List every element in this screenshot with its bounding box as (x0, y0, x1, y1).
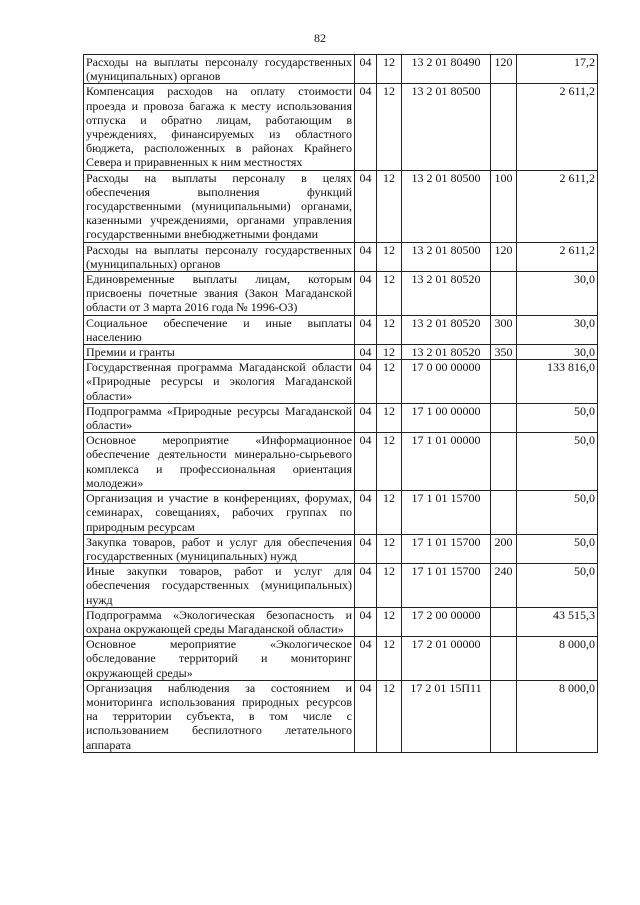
row-section-cell: 04 (355, 84, 377, 170)
table-row (84, 403, 598, 432)
row-target-article-cell: 17 1 00 00000 (402, 403, 491, 432)
row-section-cell: 04 (355, 491, 377, 535)
table-row (84, 491, 598, 535)
row-expense-type-cell: 240 (491, 564, 517, 608)
row-name-cell: Подпрограмма «Экологическая безопасность и охрана окружающей среды Магаданской области» (84, 607, 355, 636)
row-amount-cell: 8 000,0 (517, 680, 598, 752)
row-section-cell: 04 (355, 433, 377, 491)
row-target-article-cell: 13 2 01 80520 (402, 272, 491, 316)
table-row (84, 360, 598, 404)
row-target-article-cell: 17 1 01 15700 (402, 534, 491, 563)
table-row (84, 84, 598, 170)
row-amount-cell: 50,0 (517, 433, 598, 491)
row-name-cell: Основное мероприятие «Информационное обеспечение деятельности минерально-сырьевого комплекса и профессиональная ориентация молодежи» (84, 433, 355, 491)
row-subsection-cell: 12 (377, 403, 402, 432)
row-subsection-cell: 12 (377, 534, 402, 563)
row-name-cell: Социальное обеспечение и иные выплаты населению (84, 315, 355, 344)
row-subsection-cell: 12 (377, 55, 402, 84)
row-name-cell: Иные закупки товаров, работ и услуг для обеспечения государственных (муниципальных) нужд (84, 564, 355, 608)
row-expense-type-cell (491, 403, 517, 432)
row-section-cell: 04 (355, 607, 377, 636)
row-section-cell: 04 (355, 564, 377, 608)
row-amount-cell: 50,0 (517, 491, 598, 535)
row-amount-cell: 43 515,3 (517, 607, 598, 636)
table-row (84, 564, 598, 608)
row-expense-type-cell: 350 (491, 345, 517, 360)
row-subsection-cell: 12 (377, 170, 402, 242)
row-target-article-cell: 13 2 01 80500 (402, 242, 491, 271)
row-expense-type-cell: 200 (491, 534, 517, 563)
row-name-cell: Компенсация расходов на оплату стоимости проезда и провоза багажа к месту использования отпуска и обратно лицам, работающим в учреждениях, финансируемых из областного бюджета, расположенных в районах Крайнего Севера и приравненных к ним местностях (84, 84, 355, 170)
row-target-article-cell: 13 2 01 80500 (402, 84, 491, 170)
row-expense-type-cell (491, 491, 517, 535)
row-name-cell: Расходы на выплаты персоналу в целях обеспечения выполнения функций государственными (муниципальными) органами, казенными учреждениями, органами управления государственными внебюджетными фондами (84, 170, 355, 242)
row-section-cell: 04 (355, 242, 377, 271)
row-subsection-cell: 12 (377, 272, 402, 316)
row-amount-cell: 2 611,2 (517, 84, 598, 170)
row-expense-type-cell: 300 (491, 315, 517, 344)
row-subsection-cell: 12 (377, 607, 402, 636)
row-expense-type-cell (491, 637, 517, 681)
row-name-cell: Премии и гранты (84, 345, 355, 360)
row-section-cell: 04 (355, 55, 377, 84)
row-expense-type-cell (491, 607, 517, 636)
row-target-article-cell: 17 1 01 15700 (402, 564, 491, 608)
budget-table-body (84, 55, 598, 753)
row-target-article-cell: 17 1 01 15700 (402, 491, 491, 535)
row-target-article-cell: 17 2 01 15П11 (402, 680, 491, 752)
row-expense-type-cell (491, 680, 517, 752)
row-name-cell: Организация наблюдения за состоянием и мониторинга использования природных ресурсов на территории субъекта, в том числе с использованием беспилотного летательного аппарата (84, 680, 355, 752)
row-section-cell: 04 (355, 680, 377, 752)
row-amount-cell: 30,0 (517, 345, 598, 360)
row-target-article-cell: 13 2 01 80520 (402, 345, 491, 360)
row-expense-type-cell (491, 360, 517, 404)
row-target-article-cell: 17 2 01 00000 (402, 637, 491, 681)
row-amount-cell: 17,2 (517, 55, 598, 84)
row-target-article-cell: 13 2 01 80500 (402, 170, 491, 242)
row-amount-cell: 2 611,2 (517, 170, 598, 242)
table-row (84, 170, 598, 242)
row-target-article-cell: 13 2 01 80520 (402, 315, 491, 344)
row-amount-cell: 2 611,2 (517, 242, 598, 271)
row-name-cell: Организация и участие в конференциях, форумах, семинарах, совещаниях, рабочих группах по природным ресурсам (84, 491, 355, 535)
row-expense-type-cell (491, 272, 517, 316)
row-name-cell: Расходы на выплаты персоналу государственных (муниципальных) органов (84, 55, 355, 84)
row-expense-type-cell (491, 84, 517, 170)
row-target-article-cell: 13 2 01 80490 (402, 55, 491, 84)
row-name-cell: Подпрограмма «Природные ресурсы Магаданской области» (84, 403, 355, 432)
table-row (84, 637, 598, 681)
table-row (84, 272, 598, 316)
row-section-cell: 04 (355, 637, 377, 681)
row-section-cell: 04 (355, 170, 377, 242)
row-subsection-cell: 12 (377, 680, 402, 752)
row-expense-type-cell: 100 (491, 170, 517, 242)
row-amount-cell: 50,0 (517, 403, 598, 432)
row-expense-type-cell: 120 (491, 55, 517, 84)
row-subsection-cell: 12 (377, 491, 402, 535)
row-name-cell: Закупка товаров, работ и услуг для обеспечения государственных (муниципальных) нужд (84, 534, 355, 563)
row-name-cell: Государственная программа Магаданской области «Природные ресурсы и экология Магаданской области» (84, 360, 355, 404)
row-subsection-cell: 12 (377, 433, 402, 491)
row-section-cell: 04 (355, 360, 377, 404)
row-subsection-cell: 12 (377, 242, 402, 271)
row-target-article-cell: 17 2 00 00000 (402, 607, 491, 636)
row-expense-type-cell (491, 433, 517, 491)
row-subsection-cell: 12 (377, 315, 402, 344)
row-subsection-cell: 12 (377, 84, 402, 170)
table-row (84, 55, 598, 84)
table-row (84, 433, 598, 491)
row-name-cell: Расходы на выплаты персоналу государственных (муниципальных) органов (84, 242, 355, 271)
row-target-article-cell: 17 0 00 00000 (402, 360, 491, 404)
row-section-cell: 04 (355, 534, 377, 563)
table-row (84, 680, 598, 752)
budget-table (83, 54, 598, 753)
table-row (84, 534, 598, 563)
page-number: 82 (314, 31, 326, 45)
row-section-cell: 04 (355, 272, 377, 316)
row-section-cell: 04 (355, 403, 377, 432)
row-expense-type-cell: 120 (491, 242, 517, 271)
table-row (84, 315, 598, 344)
row-name-cell: Единовременные выплаты лицам, которым присвоены почетные звания (Закон Магаданской области от 3 марта 2016 года № 1996-ОЗ) (84, 272, 355, 316)
table-row (84, 607, 598, 636)
row-section-cell: 04 (355, 345, 377, 360)
row-subsection-cell: 12 (377, 637, 402, 681)
row-amount-cell: 30,0 (517, 272, 598, 316)
row-subsection-cell: 12 (377, 564, 402, 608)
table-row (84, 345, 598, 360)
row-amount-cell: 50,0 (517, 564, 598, 608)
row-name-cell: Основное мероприятие «Экологическое обследование территорий и мониторинг окружающей среды» (84, 637, 355, 681)
row-subsection-cell: 12 (377, 360, 402, 404)
row-amount-cell: 30,0 (517, 315, 598, 344)
row-subsection-cell: 12 (377, 345, 402, 360)
table-row (84, 242, 598, 271)
row-amount-cell: 133 816,0 (517, 360, 598, 404)
row-target-article-cell: 17 1 01 00000 (402, 433, 491, 491)
row-amount-cell: 50,0 (517, 534, 598, 563)
row-amount-cell: 8 000,0 (517, 637, 598, 681)
row-section-cell: 04 (355, 315, 377, 344)
